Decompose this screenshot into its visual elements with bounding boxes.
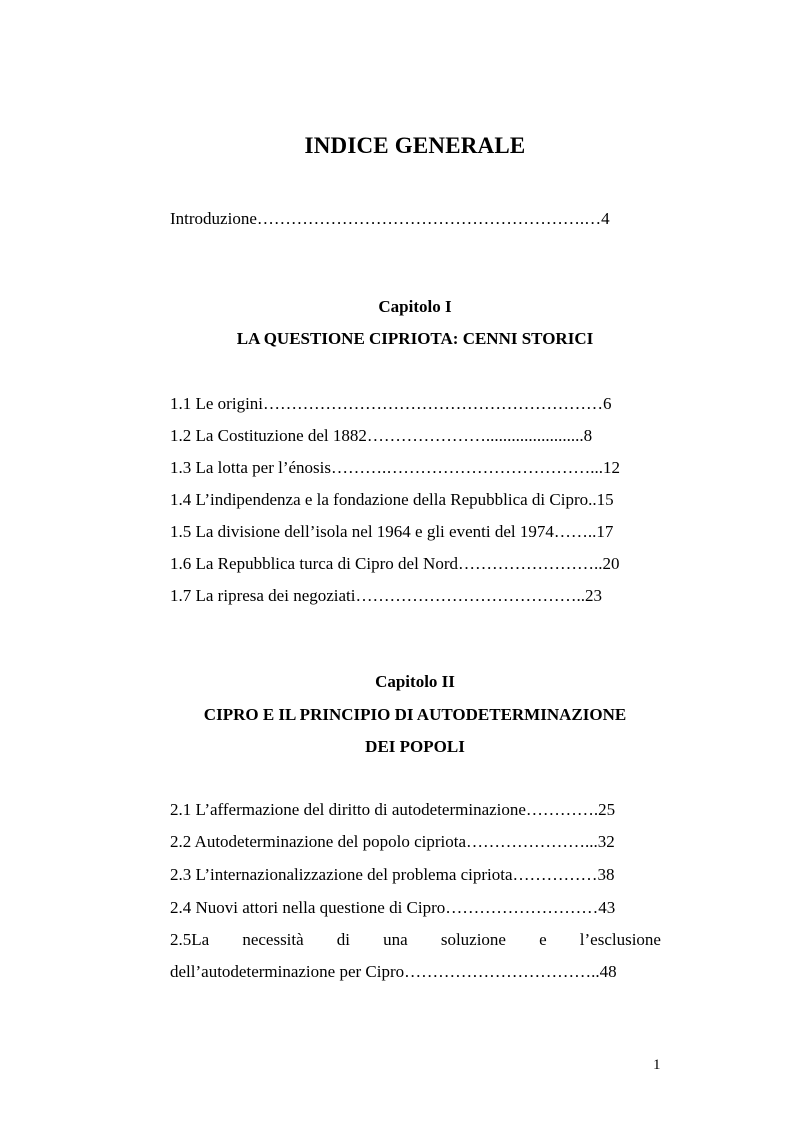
toc-entry-2-2[interactable]: 2.2 Autodeterminazione del popolo cipriota…………………...32: [170, 832, 615, 851]
chapter-2-title-line-1: CIPRO E IL PRINCIPIO DI AUTODETERMINAZIONE: [203, 705, 627, 724]
toc-entry-2-5-line-1[interactable]: 2.5La necessità di una soluzione e l’esclusione: [170, 930, 661, 949]
toc-entry-1-2[interactable]: 1.2 La Costituzione del 1882………………….......................8: [170, 426, 593, 445]
toc-entry-2-5-line-2[interactable]: dell’autodeterminazione per Cipro……………………………..48: [170, 962, 617, 981]
toc-entry-2-1[interactable]: 2.1 L’affermazione del diritto di autodeterminazione………….25: [170, 800, 616, 819]
toc-entry-introduction[interactable]: Introduzione………………………………………………….…4: [170, 209, 610, 228]
page-number: 1: [653, 1057, 661, 1073]
toc-entry-1-5[interactable]: 1.5 La divisione dell’isola nel 1964 e gli eventi del 1974……..17: [170, 522, 614, 541]
toc-entry-2-4[interactable]: 2.4 Nuovi attori nella questione di Cipro………………………43: [170, 898, 616, 917]
chapter-2-title-line-2: DEI POPOLI: [365, 737, 465, 756]
toc-entry-1-3[interactable]: 1.3 La lotta per l’énosis……….………………………………...12: [170, 458, 620, 477]
chapter-1-label: Capitolo I: [378, 297, 452, 316]
toc-entry-2-3[interactable]: 2.3 L’internazionalizzazione del problema cipriota……………38: [170, 865, 615, 884]
chapter-2-label: Capitolo II: [375, 672, 455, 691]
page-title: INDICE GENERALE: [304, 133, 526, 158]
toc-entry-1-4[interactable]: 1.4 L’indipendenza e la fondazione della Repubblica di Cipro..15: [170, 490, 614, 509]
toc-entry-1-6[interactable]: 1.6 La Repubblica turca di Cipro del Nord……………………..20: [170, 554, 620, 573]
toc-entry-1-1[interactable]: 1.1 Le origini……………………………………………………6: [170, 394, 612, 413]
chapter-1-title: LA QUESTIONE CIPRIOTA: CENNI STORICI: [236, 329, 594, 348]
toc-entry-1-7[interactable]: 1.7 La ripresa dei negoziati…………………………………..23: [170, 586, 603, 605]
